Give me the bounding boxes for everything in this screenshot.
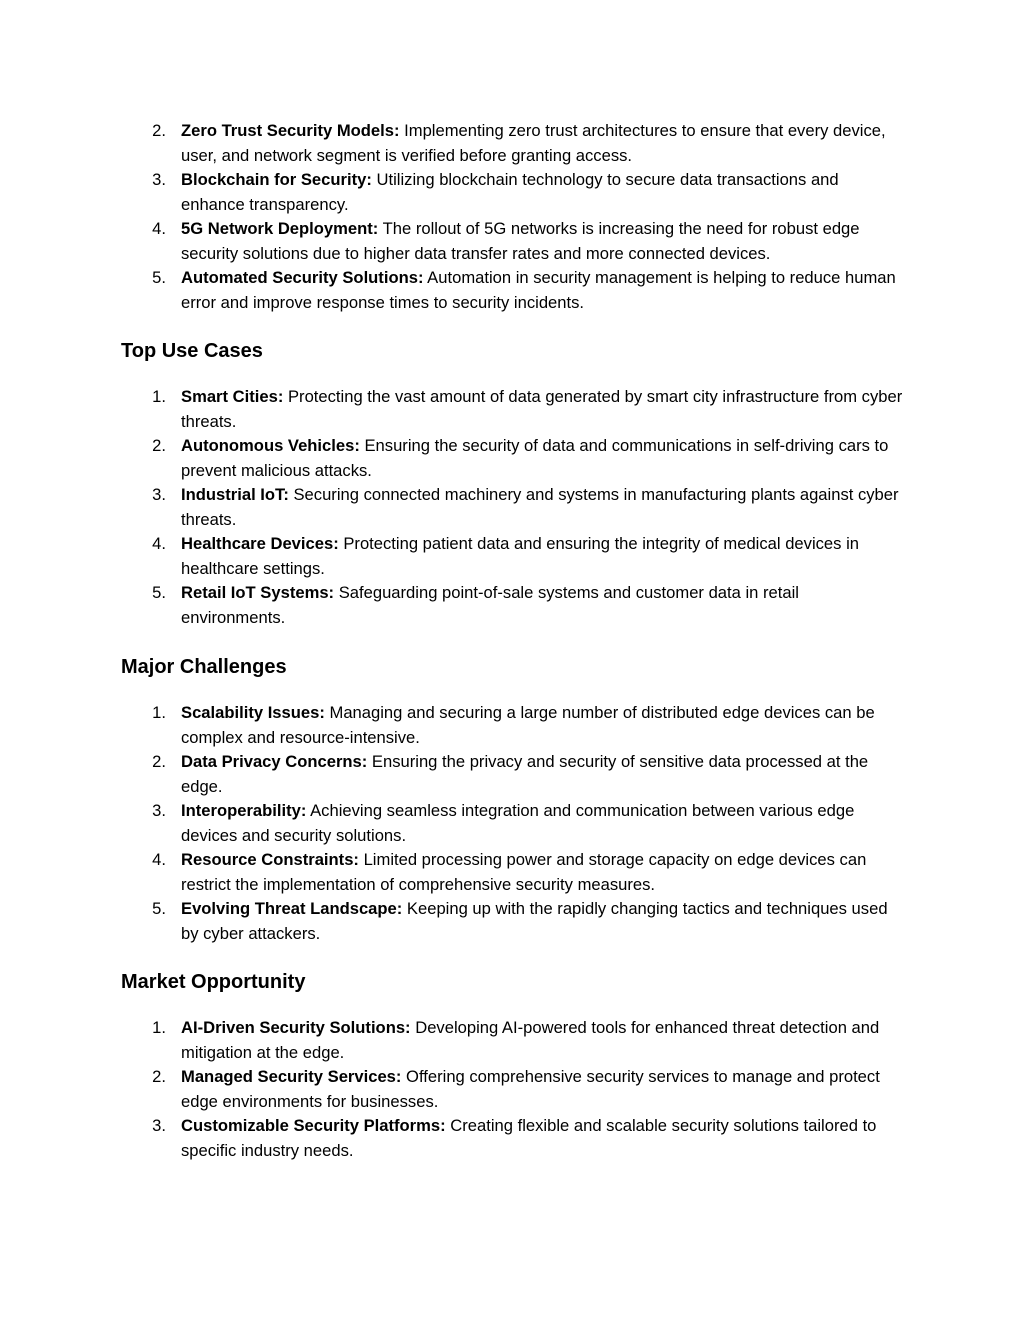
- item-label: Scalability Issues:: [181, 703, 325, 722]
- list-number: 2.: [152, 752, 166, 771]
- item-text: Protecting patient data and ensuring the integrity of medical devices in healthcare settings.: [181, 534, 859, 578]
- list-item: [121, 532, 903, 581]
- item-label: Resource Constraints:: [181, 850, 359, 869]
- item-label: AI-Driven Security Solutions:: [181, 1018, 411, 1037]
- item-label: Managed Security Services:: [181, 1067, 402, 1086]
- item-text: Protecting the vast amount of data generated by smart city infrastructure from cyber threats.: [181, 387, 903, 431]
- list-item: [121, 581, 903, 630]
- list-number: 1.: [152, 1018, 166, 1037]
- item-text: Safeguarding point-of-sale systems and customer data in retail environments.: [181, 583, 799, 627]
- section-top-use-cases: [121, 339, 911, 630]
- list-number: 5.: [152, 583, 166, 602]
- item-label: 5G Network Deployment:: [181, 219, 379, 238]
- item-text: Managing and securing a large number of distributed edge devices can be complex and resource-intensive.: [181, 703, 875, 747]
- list-item: [121, 701, 903, 750]
- list-number: 5.: [152, 899, 166, 918]
- item-label: Customizable Security Platforms:: [181, 1116, 446, 1135]
- list-item: [121, 848, 903, 897]
- item-text: Developing AI-powered tools for enhanced threat detection and mitigation at the edge.: [181, 1018, 880, 1062]
- list-item: [121, 1016, 903, 1065]
- section-heading: Top Use Cases: [121, 340, 263, 362]
- item-text: Limited processing power and storage capacity on edge devices can restrict the implementation of comprehensive security measures.: [181, 850, 867, 894]
- list-number: 3.: [152, 485, 166, 504]
- list-number: 3.: [152, 1116, 166, 1135]
- item-label: Blockchain for Security:: [181, 170, 372, 189]
- list-item: [121, 119, 903, 168]
- section-heading: Major Challenges: [121, 656, 287, 678]
- item-label: Zero Trust Security Models:: [181, 121, 400, 140]
- item-text: Offering comprehensive security services to manage and protect edge environments for businesses.: [181, 1067, 880, 1111]
- list-number: 5.: [152, 268, 166, 287]
- item-text: Utilizing blockchain technology to secure data transactions and enhance transparency.: [181, 170, 839, 214]
- item-label: Automated Security Solutions:: [181, 268, 424, 287]
- list-number: 2.: [152, 121, 166, 140]
- item-text: Achieving seamless integration and communication between various edge devices and security solutions.: [181, 801, 855, 845]
- item-label: Smart Cities:: [181, 387, 284, 406]
- list-number: 2.: [152, 436, 166, 455]
- item-label: Data Privacy Concerns:: [181, 752, 368, 771]
- list-item: [121, 217, 903, 266]
- section-heading: Market Opportunity: [121, 971, 306, 993]
- list-item: [121, 1114, 903, 1163]
- item-text: Securing connected machinery and systems in manufacturing plants against cyber threats.: [181, 485, 899, 529]
- trends-list: [121, 119, 911, 315]
- section-market-opportunity: [121, 970, 911, 1163]
- list-number: 2.: [152, 1067, 166, 1086]
- list-number: 3.: [152, 801, 166, 820]
- list-item: [121, 897, 903, 946]
- challenges-list: [121, 701, 911, 946]
- list-number: 4.: [152, 850, 166, 869]
- list-item: [121, 1065, 903, 1114]
- use-cases-list: [121, 385, 911, 630]
- item-label: Industrial IoT:: [181, 485, 289, 504]
- item-label: Interoperability:: [181, 801, 307, 820]
- item-text: Automation in security management is helping to reduce human error and improve response times to security incidents.: [181, 268, 896, 312]
- item-text: Ensuring the privacy and security of sensitive data processed at the edge.: [181, 752, 869, 796]
- list-number: 4.: [152, 534, 166, 553]
- item-label: Autonomous Vehicles:: [181, 436, 360, 455]
- list-number: 3.: [152, 170, 166, 189]
- list-item: [121, 168, 903, 217]
- item-label: Evolving Threat Landscape:: [181, 899, 403, 918]
- item-text: Ensuring the security of data and communications in self-driving cars to prevent malicious attacks.: [181, 436, 889, 480]
- list-item: [121, 799, 903, 848]
- list-item: [121, 266, 903, 315]
- item-text: Keeping up with the rapidly changing tactics and techniques used by cyber attackers.: [181, 899, 888, 943]
- item-text: Implementing zero trust architectures to ensure that every device, user, and network segment is verified before granting access.: [181, 121, 886, 165]
- list-item: [121, 483, 903, 532]
- list-number: 1.: [152, 387, 166, 406]
- section-trends-continued: [121, 119, 911, 315]
- section-major-challenges: [121, 655, 911, 946]
- item-label: Retail IoT Systems:: [181, 583, 335, 602]
- item-text: The rollout of 5G networks is increasing the need for robust edge security solutions due to higher data transfer rates and more connected devices.: [181, 219, 860, 263]
- list-item: [121, 434, 903, 483]
- list-number: 1.: [152, 703, 166, 722]
- market-opportunity-list: [121, 1016, 911, 1163]
- list-item: [121, 385, 903, 434]
- list-item: [121, 750, 903, 799]
- list-number: 4.: [152, 219, 166, 238]
- item-text: Creating flexible and scalable security solutions tailored to specific industry needs.: [181, 1116, 877, 1160]
- item-label: Healthcare Devices:: [181, 534, 339, 553]
